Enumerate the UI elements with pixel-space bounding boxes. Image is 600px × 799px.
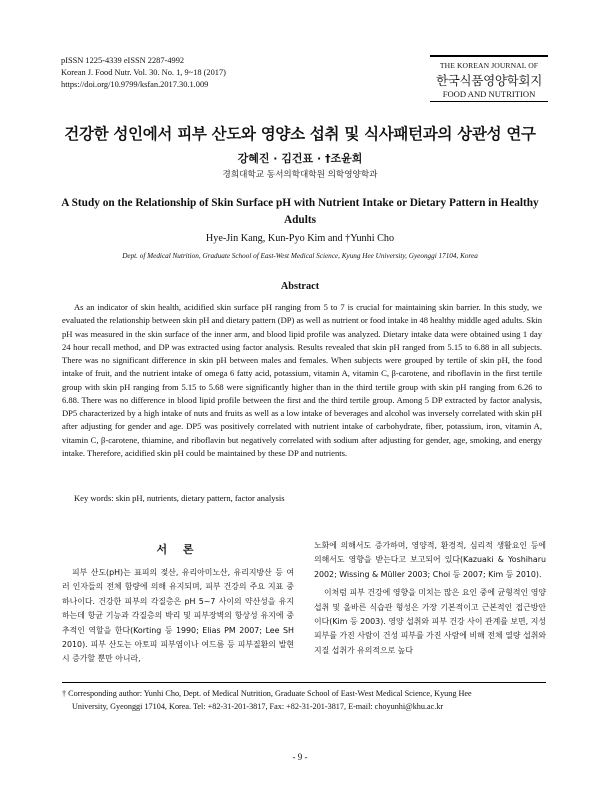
journal-name-ko: 한국식품영양학회지: [436, 73, 542, 88]
intro-left-paragraph: 피부 산도(pH)는 표피의 젖산, 유리아미노산, 유리지방산 등 여러 인자들의 전체 함량에 의해 유지되며, 피부 건강의 주요 지표 중 하나이다. 건강한 피부의 각질층은 pH 5~7 사이의 약산성을 유지하는데 항균 기능과 각질층의 박리 및 피부장벽의 항상성 유지에 중추적인 역할을 한다(Korting 등 1990; Elias PM 2007; Lee SH 2010). 피부 산도는 아토피 피부염이나 여드름 등 피부질환의 발현 시 증가할 뿐만 아니라,: [62, 568, 294, 664]
title-english: A Study on the Relationship of Skin Surface pH with Nutrient Intake or Dietary Pattern in Healthy Adults: [61, 197, 539, 226]
authors-english: Hye-Jin Kang, Kun-Pyo Kim and †Yunhi Cho: [205, 233, 395, 244]
abstract-text: As an indicator of skin health, acidified skin surface pH ranging from 5 to 7 is crucial for maintaining skin barrier. In this study, we evaluated the relationship between skin pH and dietary pattern (DP) as well as nutrient or food intake in 48 healthy middle aged adults. Skin pH was measured in the skin surface of the inner arm, and blood lipid profile was analyzed. Dietary intake data were obtained using 1 day 24 hour recall method, and DP was extracted using factor analysis. Results revealed that skin pH ranged from 5.15 to 6.88 in all subjects. There was no significant difference in skin pH between males and females. When subjects were grouped by tertile of skin pH, the food intake of fruit, and the nutrient intake of omega 6 fatty acid, potassium, vitamin A, vitamin C, β-carotene, and riboflavin in the first tertile group with skin pH ranging from 5.15 to 5.68 were significantly higher than in the third tertile group with skin pH ranging from 6.26 to 6.88. There was no difference in blood lipid profile between the first and the third tertile group. Among 5 DP extracted by factor analysis, DP5 characterized by a high intake of nuts and fruits as well as a low intake of beverages and alcohol was inversely correlated with skin pH after adjusting for gender and age. DP5 was positively correlated with nutrient intake of carbohydrate, fiber, potassium, iron, vitamin A, vitamin C, β-carotene, thiamine, and riboflavin but negatively correlated with sodium after adjusting for gender, age, smoking, and energy intake. Therefore, acidified skin pH could be maintained by these DP and nutrients.: [62, 302, 542, 458]
keywords: Key words: skin pH, nutrients, dietary pattern, factor analysis: [74, 493, 285, 503]
column-right: [314, 539, 546, 658]
affiliation-korean: 경희대학교 동서의학대학원 의학영양학과: [222, 170, 378, 180]
publication-info: [61, 55, 321, 91]
journal-bottom-rule: [430, 101, 548, 102]
page-number: - 9 -: [292, 752, 308, 762]
column-left: [62, 539, 294, 667]
issn-line: pISSN 1225-4339 eISSN 2287-4992: [61, 56, 185, 65]
intro-right-paragraph-1: 노화에 의해서도 증가하며, 영양적, 환경적, 심리적 생활요인 등에 의해서도 영향을 받는다고 보고되어 있다(Kazuaki & Yoshiharu 2002; Wissing & Müller 2003; Choi 등 2007; Kim 등 2010).: [314, 541, 546, 579]
abstract-heading: Abstract: [280, 281, 320, 292]
corresponding-author-footnote: [62, 687, 546, 713]
citation-line: Korean J. Food Nutr. Vol. 30. No. 1, 9~18 (2017): [61, 68, 226, 77]
footnote-line-2: University, Gyeonggi 17104, Korea. Tel: +82-31-201-3817, Fax: +82-31-201-3817, E-mail: choyunhi@khu.ac.kr: [72, 702, 444, 711]
journal-name-en-bottom: FOOD AND NUTRITION: [442, 89, 536, 99]
intro-right-paragraph-2: 이처럼 피부 건강에 영향을 미치는 많은 요인 중에 균형적인 영양 섭취 및 올바른 식습관 형성은 가장 기본적이고 근본적인 접근방안이다(Kim 등 2003). 영양 섭취와 피부 건강 사이 관계를 보면, 지성 피부를 가진 사람이 건성 피부를 가진 사람에 비해 전체 열량 섭취와 지질 섭취가 유의적으로 높다: [314, 588, 546, 655]
doi-link[interactable]: https://doi.org/10.9799/ksfan.2017.30.1.009: [61, 80, 209, 89]
title-korean: 건강한 성인에서 피부 산도와 영양소 섭취 및 식사패턴과의 상관성 연구: [64, 125, 536, 143]
authors-korean: 강혜진 · 김건표 · †조윤희: [237, 152, 363, 165]
intro-heading: 서 론: [156, 543, 200, 556]
affiliation-english: Dept. of Medical Nutrition, Graduate School of East-West Medical Science, Kyung Hee University, Gyeonggi 17104, Korea: [122, 252, 478, 260]
journal-logo-block: [430, 55, 548, 102]
journal-name-en-top: THE KOREAN JOURNAL OF: [439, 61, 539, 70]
journal-top-rule: [430, 55, 548, 57]
footnote-line-1: † Corresponding author: Yunhi Cho, Dept. of Medical Nutrition, Graduate School of East-West Medical Science, Kyung Hee: [62, 689, 472, 698]
footnote-divider: [62, 682, 546, 683]
